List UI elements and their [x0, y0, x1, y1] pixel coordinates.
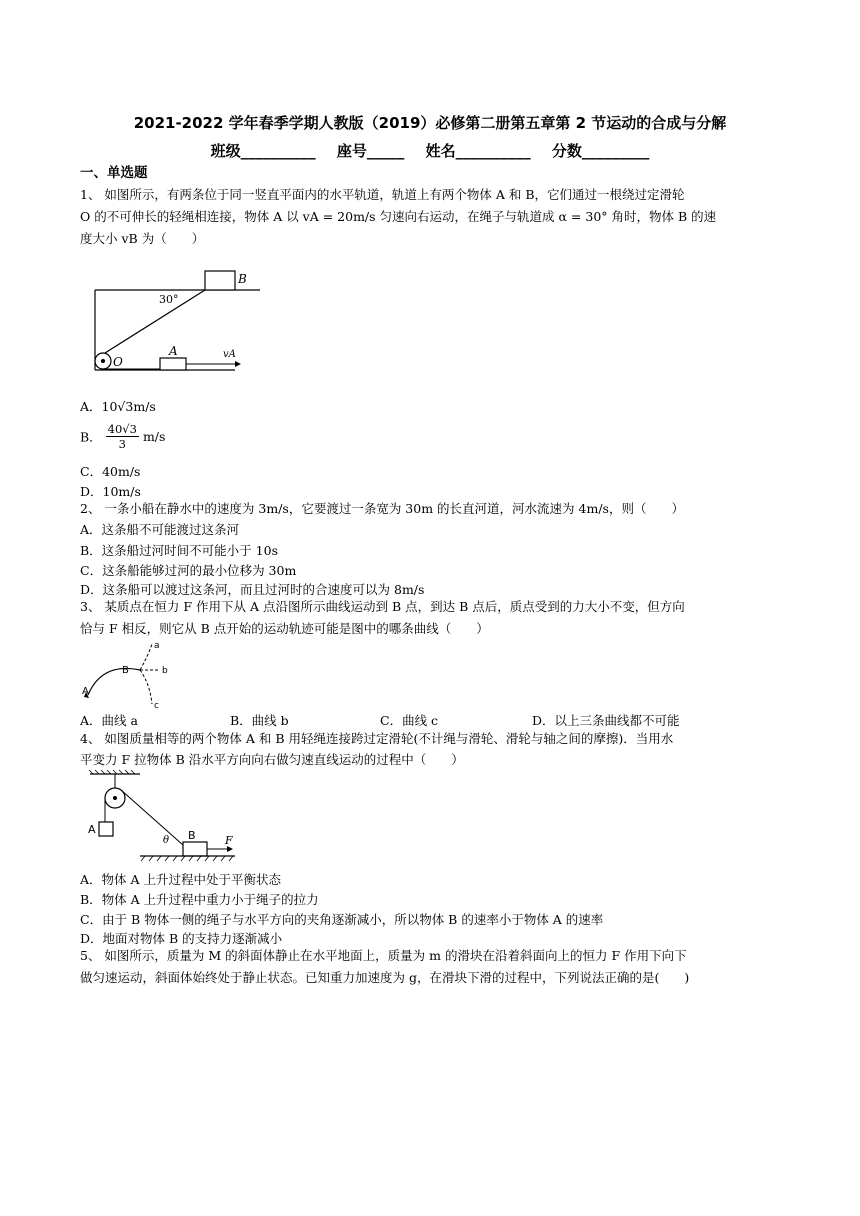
q4-option-c: C．由于 B 物体一侧的绳子与水平方向的夹角逐渐减小，所以物体 B 的速率小于物体 A 的速率	[80, 912, 604, 927]
q1-option-a: A．10√3m/s	[80, 399, 156, 414]
q1-label-A: A	[169, 344, 178, 358]
student-info-row	[0, 140, 860, 161]
score-field: 分数_________	[551, 142, 650, 160]
q2-option-b: B．这条船过河时间不可能小于 10s	[80, 543, 278, 558]
document-title: 2021-2022 学年春季学期人教版（2019）必修第二册第五章第 2 节运动的合成与分解	[133, 114, 727, 132]
q3-option-c: C．曲线 c	[380, 713, 439, 728]
seat-field: 座号_____	[336, 142, 405, 160]
q1-label-B: B	[238, 272, 247, 286]
q3-label-c: c	[154, 701, 159, 711]
q1-text-line-3: 度大小 vB 为（ ）	[80, 231, 205, 246]
q4-option-d: D．地面对物体 B 的支持力逐渐减小	[80, 931, 283, 946]
class-field: 班级__________	[210, 142, 316, 160]
q3-label-B: B	[122, 665, 129, 676]
q4-text-line-2: 平变力 F 拉物体 B 沿水平方向向右做匀速直线运动的过程中（ ）	[80, 752, 464, 767]
q5-text-line-1: 5、 如图所示，质量为 M 的斜面体静止在水平地面上，质量为 m 的滑块在沿着斜面向上的恒力 F 作用下向下	[80, 948, 687, 963]
q3-option-b: B．曲线 b	[230, 713, 289, 728]
q1-option-d: D．10m/s	[80, 484, 141, 499]
q2-option-d: D．这条船可以渡过这条河，而且过河时的合速度可以为 8m/s	[80, 582, 425, 597]
name-field: 姓名__________	[425, 142, 531, 160]
q2-option-c: C．这条船能够过河的最小位移为 30m	[80, 563, 297, 578]
q4-label-theta: θ	[163, 835, 170, 846]
q1-option-b-denominator: 3	[118, 437, 126, 451]
q3-text-line-2: 恰与 F 相反，则它从 B 点开始的运动轨迹可能是图中的哪条曲线（ ）	[80, 621, 489, 636]
q1-option-b-numerator: 40√3	[107, 422, 137, 436]
q2-option-a: A．这条船不可能渡过这条河	[80, 522, 240, 537]
q3-label-A: A	[82, 686, 89, 697]
q1-label-velocity: vA	[223, 349, 236, 360]
q1-option-b-unit: m/s	[142, 429, 166, 444]
q3-figure	[80, 640, 180, 712]
q1-label-angle: 30°	[159, 293, 179, 306]
q4-option-a: A．物体 A 上升过程中处于平衡状态	[80, 872, 282, 887]
q3-label-b: b	[162, 666, 168, 676]
q3-text-line-1: 3、 某质点在恒力 F 作用下从 A 点沿图所示曲线运动到 B 点，到达 B 点后，质点受到的力大小不变，但方向	[80, 599, 685, 614]
q1-option-b-letter: B．	[80, 429, 102, 445]
q4-label-F: F	[225, 834, 233, 847]
q3-label-a: a	[154, 641, 160, 651]
section-heading: 一、单选题	[80, 165, 148, 181]
q1-figure	[85, 265, 265, 385]
q4-option-b: B．物体 A 上升过程中重力小于绳子的拉力	[80, 892, 319, 907]
q4-figure	[85, 770, 245, 870]
q3-option-a: A．曲线 a	[80, 713, 138, 728]
q1-label-O: O	[113, 355, 123, 369]
q1-option-b	[80, 422, 165, 451]
q1-text-line-2: O 的不可伸长的轻绳相连接，物体 A 以 vA = 20m/s 匀速向右运动，在绳子与轨道成 α = 30° 角时，物体 B 的速	[80, 209, 717, 224]
q3-option-d: D．以上三条曲线都不可能	[532, 713, 680, 728]
q1-text-line-1: 1、 如图所示，有两条位于同一竖直平面内的水平轨道，轨道上有两个物体 A 和 B，它们通过一根绕过定滑轮	[80, 187, 685, 202]
q2-text-line-1: 2、 一条小船在静水中的速度为 3m/s，它要渡过一条宽为 30m 的长直河道，河水流速为 4m/s，则（ ）	[80, 501, 684, 516]
q4-text-line-1: 4、 如图质量相等的两个物体 A 和 B 用轻绳连接跨过定滑轮(不计绳与滑轮、滑轮与轴之间的摩擦)．当用水	[80, 731, 674, 746]
q5-text-line-2: 做匀速运动，斜面体始终处于静止状态。已知重力加速度为 g，在滑块下滑的过程中，下列说法正确的是( )	[80, 970, 690, 985]
q4-label-A: A	[88, 823, 96, 836]
q4-label-B: B	[188, 829, 196, 842]
q1-option-c: C．40m/s	[80, 464, 141, 479]
